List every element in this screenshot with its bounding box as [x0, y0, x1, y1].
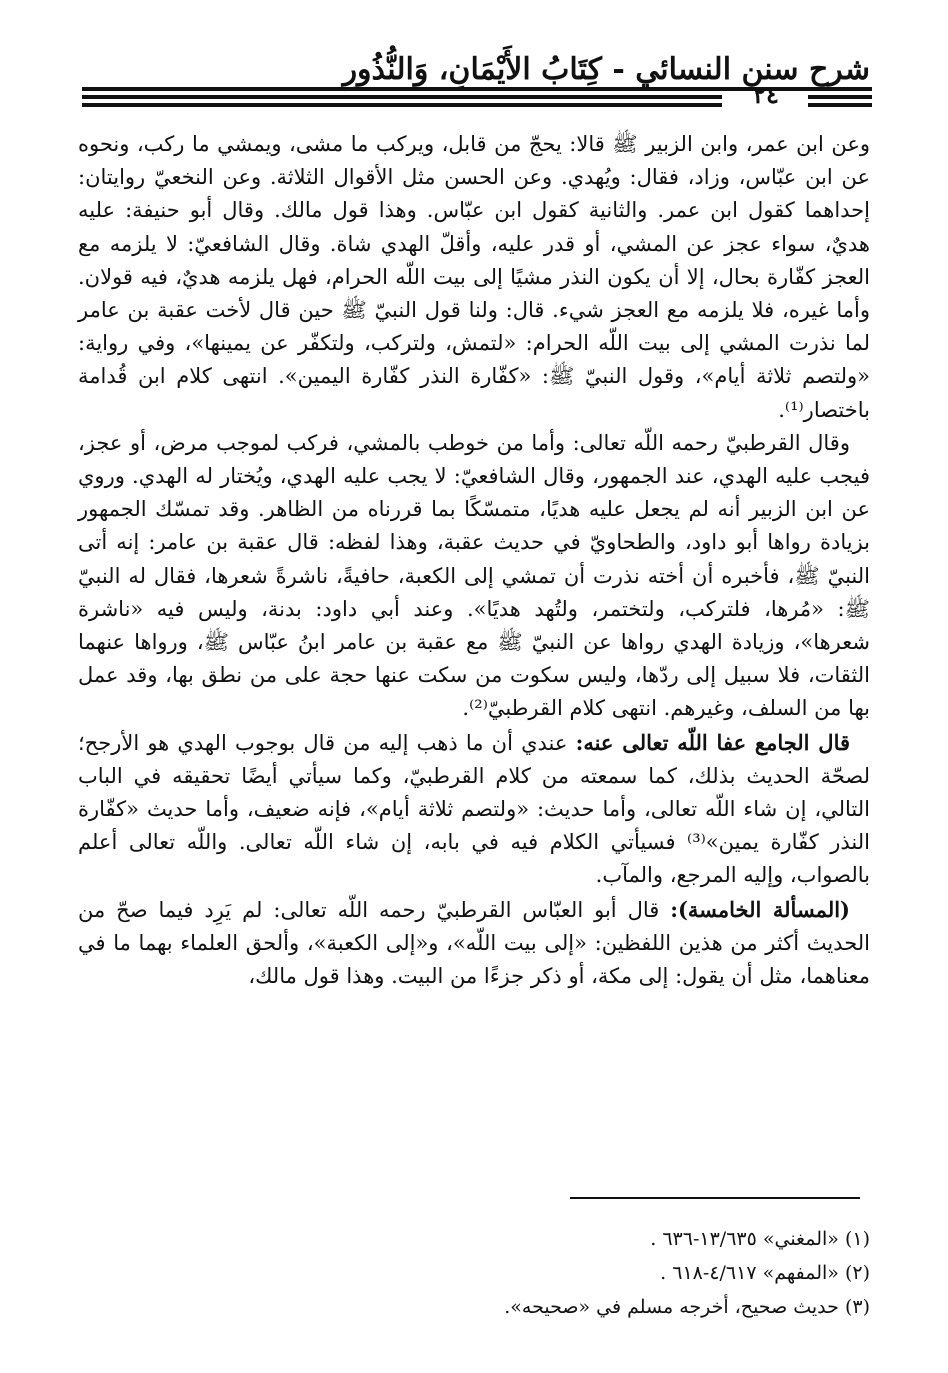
paragraph-text: قال أبو العبّاس القرطبيّ رحمه اللّه تعالى: لم يَرِد فيما صحّ من الحديث أكثر من هذين اللفظين: «إلى بيت اللّه»، و«إلى الكعبة»، وألحق العلماء بهما ما في معناهما، مثل أن يقول: إلى مكة، أو ذكر جزءًا من البيت. وهذا قول مالك،	[78, 897, 870, 989]
footnotes	[78, 1222, 870, 1324]
footnote: (٢) «المفهم» ٤/٦١٧-٦١٨ .	[660, 1262, 870, 1284]
footnote: (٣) حديث صحيح، أخرجه مسلم في «صحيحه».	[504, 1296, 870, 1318]
paragraph	[78, 726, 870, 893]
paragraph-text: وقال القرطبيّ رحمه اللّه تعالى: وأما من خوطب بالمشي، فركب لموجب مرض، أو عجز، فيجب عليه الهدي، عند الجمهور، وقال الشافعيّ: لا يجب عليه الهدي، ويُختار له الهدي. وروي عن ابن الزبير أنه لم يجعل عليه هديًا، متمسّكًا بما قررناه من الظاهر. وقد تمسّك الجمهور بزيادة رواها أبو داود، والطحاويّ في حديث عقبة، وهذا لفظه: قال عقبة بن عامر: إنه أتى النبيّ ﷺ، فأخبره أن أخته نذرت أن تمشي إلى الكعبة، حافيةً، ناشرةً شعرها، فقال له النبيّ ﷺ: «مُرها، فلتركب، ولتختمر، ولتُهد هديًا». وعند أبي داود: بدنة، وليس فيه «ناشرة شعرها»، وزيادة الهدي رواها عن النبيّ ﷺ مع عقبة بن عامر ابنُ عبّاس ﷺ، ورواها عنهما الثقات، فلا سبيل إلى ردّها، وليس سكوت من سكت عنها حجة على من نطق بها، وقد عمل بها من السلف، وغيرهم. انتهى كلام القرطبيّ⁽²⁾.	[78, 430, 870, 721]
footnote: (١) «المغني» ١٣/٦٣٥-٦٣٦ .	[650, 1228, 870, 1250]
paragraph	[78, 128, 870, 427]
paragraph-lead: قال الجامع عفا اللّه تعالى عنه:	[575, 729, 851, 755]
main-text	[78, 128, 870, 993]
paragraph	[78, 893, 870, 994]
footnote-separator	[570, 1197, 860, 1199]
page-number: ٢٤	[753, 80, 779, 109]
paragraph-text: وعن ابن عمر، وابن الزبير ﷺ قالا: يحجّ من قابل، ويركب ما مشى، ويمشي ما ركب، ونحوه عن ابن عبّاس، وزاد، فقال: ويُهدي. وعن الحسن مثل الأقوال الثلاثة. وعن النخعيّ روايتان: إحداهما كقول ابن عمر. والثانية كقول ابن عبّاس. وهذا قول مالك. وقال أبو حنيفة: عليه هديٌ، سواء عجز عن المشي، أو قدر عليه، وأقلّ الهدي شاة. وقال الشافعيّ: لا يلزمه مع العجز كفّارة بحال، إلا أن يكون النذر مشيًا إلى بيت اللّه الحرام، فهل يلزمه هديٌ، فيه قولان. وأما غيره، فلا يلزمه مع العجز شيء. قال: ولنا قول النبيّ ﷺ حين قال لأخت عقبة بن عامر لما نذرت المشي إلى بيت اللّه الحرام: «لتمش، ولتركب، ولتكفّر عن يمينها»، وفي رواية: «ولتصم ثلاثة أيام»، وقول النبيّ ﷺ: «كفّارة النذر كفّارة اليمين». انتهى كلام ابن قُدامة باختصار⁽¹⁾.	[78, 132, 871, 422]
header-rule-right-upper	[808, 95, 872, 99]
header-rule-right-lower	[808, 103, 872, 107]
header-rule-left-upper	[82, 95, 722, 99]
running-header-title: شرح سنن النسائي - كِتَابُ الأَيْمَانِ، وَالنُّذُورِ	[342, 52, 870, 87]
paragraph-lead: (المسألة الخامسة):	[670, 896, 850, 922]
paragraph-text: عندي أن ما ذهب إليه من قال بوجوب الهدي هو الأرجح؛ لصحّة الحديث بذلك، كما سمعته من كلام القرطبيّ، وكما سيأتي أيضًا تحقيقه في الباب التالي، إن شاء اللّه تعالى، وأما حديث: «ولتصم ثلاثة أيام»، فإنه ضعيف، وأما حديث «كفّارة النذر كفّارة يمين»⁽³⁾ فسيأتي الكلام فيه في بابه، إن شاء اللّه تعالى. واللّه تعالى أعلم بالصواب، وإليه المرجع، والمآب.	[78, 730, 870, 888]
header-rule-left-lower	[82, 103, 722, 107]
paragraph	[78, 427, 870, 726]
